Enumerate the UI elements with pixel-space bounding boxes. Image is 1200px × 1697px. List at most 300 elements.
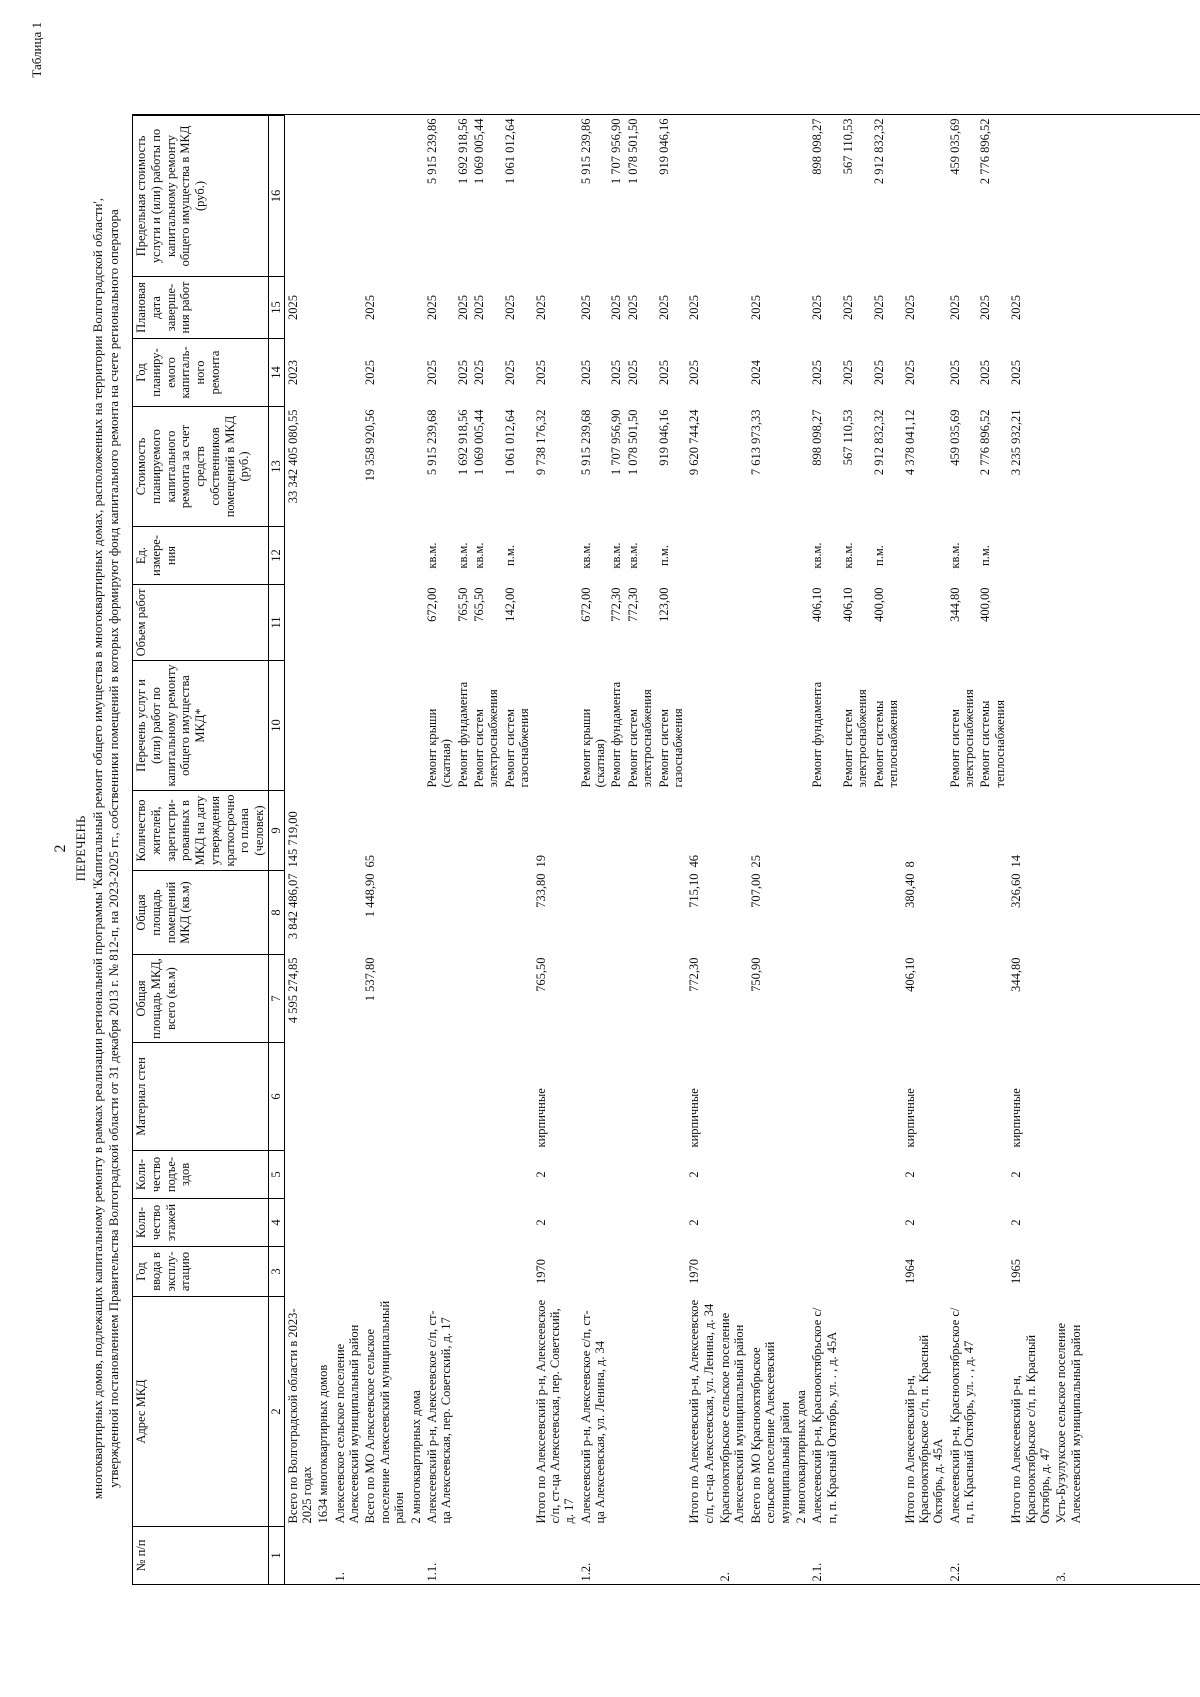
cell-col-5	[332, 1151, 363, 1199]
cell-col-1	[471, 1527, 502, 1585]
cell-col-2: 2 многоквартирных дома	[408, 1390, 423, 1524]
cell-col-7	[977, 955, 1008, 1043]
document-subtitle: многоквартирных домов, подлежащих капитальному ремонту в рамках реализации региональной программы 'Капитальный ремонт общего имущества в многоквартирных домах, расположенных на территории Волгоградской области', утвержденной постановлением Правительства Волгоградской области от 31 декабря 2013 г. № 812-п, на 2023-2025 гг., собственники помещений в которых формируют фонд капитального ремонта на счете регионального оператора	[90, 197, 122, 1500]
cell-col-7	[717, 955, 748, 1043]
cell-col-14	[1053, 339, 1084, 407]
cell-col-11	[902, 585, 947, 661]
cell-col-5: 2	[687, 1171, 702, 1178]
header-row	[133, 116, 269, 1585]
cell-col-3: 1964	[902, 1259, 917, 1284]
cell-col-6	[871, 1043, 902, 1151]
cell-col-12: кв.м.	[609, 542, 624, 569]
cell-col-7	[871, 955, 902, 1043]
cell-col-5	[793, 1151, 809, 1199]
cell-col-9	[809, 791, 840, 871]
cell-col-2: Итого по Алексеевский р-н, Краснооктябрьское с/п, п. Красный Октябрь, д. 47	[1009, 1334, 1052, 1524]
cell-col-12: кв.м.	[472, 542, 486, 569]
cell-col-1	[977, 1527, 1008, 1585]
cell-col-6: кирпичные	[687, 1088, 702, 1148]
header-cell: Стоимость планируемого капитального ремонта за счет средств собственников помещений в МКД (руб.)	[133, 407, 269, 527]
cell-col-2: Алексеевский р-н, Алексеевское с/п, ст-ца Алексеевская, ул. Ленина, д. 34	[578, 1310, 607, 1524]
cell-col-2	[455, 1297, 471, 1527]
cell-col-14: 2023	[285, 360, 300, 385]
cell-col-16	[408, 116, 424, 277]
column-number: 6	[268, 1043, 284, 1151]
cell-col-12	[284, 527, 315, 585]
table-row	[362, 116, 407, 1585]
column-number: 3	[268, 1247, 284, 1297]
cell-col-12: кв.м.	[841, 542, 855, 569]
cell-col-13: 898 098,27	[810, 409, 825, 466]
cell-col-15: 2025	[1009, 295, 1024, 320]
cell-col-16: 2 912 832,32	[871, 118, 886, 185]
cell-col-5	[502, 1151, 533, 1199]
cell-col-16	[533, 116, 578, 277]
cell-col-12	[332, 527, 363, 585]
cell-col-4: 2	[533, 1219, 548, 1226]
cell-col-5	[1053, 1151, 1084, 1199]
cell-col-7	[455, 955, 471, 1043]
cell-col-8	[793, 871, 809, 955]
cell-col-1: 2.1.	[810, 1562, 825, 1582]
cell-col-1	[656, 1527, 687, 1585]
cell-col-8	[625, 871, 656, 955]
cell-col-1	[793, 1527, 809, 1585]
cell-col-12: кв.м.	[424, 542, 439, 569]
cell-col-11: 772,30	[609, 587, 624, 622]
cell-col-9	[871, 791, 902, 871]
cell-col-4	[608, 1199, 624, 1247]
cell-col-4	[408, 1199, 424, 1247]
cell-col-5	[717, 1151, 748, 1199]
table-body	[284, 116, 1084, 1585]
table-row	[840, 116, 871, 1585]
cell-col-7	[332, 955, 363, 1043]
document-title: ПЕРЕЧЕНЬ	[73, 815, 88, 882]
cell-col-14: 2025	[609, 360, 624, 385]
cell-col-15	[717, 277, 748, 339]
cell-col-10: Ремонт системы теплоснабжения	[978, 700, 1007, 788]
header-cell: Объем работ	[133, 585, 269, 661]
cell-col-9: 145 719,00	[285, 811, 300, 868]
cell-col-9	[840, 791, 871, 871]
cell-col-15: 2025	[455, 295, 470, 320]
cell-col-1	[686, 1527, 717, 1585]
cell-col-5	[840, 1151, 871, 1199]
cell-col-12: кв.м.	[625, 542, 640, 569]
cell-col-3	[748, 1247, 793, 1297]
cell-col-1	[362, 1527, 407, 1585]
cell-col-2	[656, 1297, 687, 1527]
cell-col-12	[686, 527, 717, 585]
cell-col-3	[424, 1247, 455, 1297]
table-label: Таблица 1	[29, 22, 44, 78]
cell-col-6	[471, 1043, 502, 1151]
cell-col-14	[332, 339, 363, 407]
cell-col-1	[625, 1527, 656, 1585]
cell-col-8: 707,00	[748, 873, 763, 908]
cell-col-1: 2.2.	[947, 1562, 962, 1582]
table-row	[625, 116, 656, 1585]
cell-col-13	[315, 407, 331, 527]
cell-col-12: п.м.	[871, 545, 886, 566]
column-number: 5	[268, 1151, 284, 1199]
cell-col-11: 406,10	[841, 587, 855, 622]
cell-col-7	[809, 955, 840, 1043]
cell-col-5	[625, 1151, 656, 1199]
cell-col-9	[977, 791, 1008, 871]
cell-col-16	[362, 116, 407, 277]
cell-col-5	[947, 1151, 978, 1199]
cell-col-2: Алексеевское сельское поселение Алексеевский муниципальный район	[332, 1324, 361, 1524]
cell-col-7	[502, 955, 533, 1043]
table-row	[578, 116, 609, 1585]
cell-col-1	[455, 1527, 471, 1585]
cell-col-11: 400,00	[978, 587, 993, 622]
cell-col-7	[840, 955, 871, 1043]
cell-col-10	[1053, 661, 1084, 791]
cell-col-10: Ремонт систем электроснабжения	[625, 689, 655, 788]
cell-col-12: кв.м.	[578, 542, 593, 569]
cell-col-9: 14	[1009, 855, 1024, 868]
cell-col-15: 2025	[871, 295, 886, 320]
cell-col-6	[424, 1043, 455, 1151]
cell-col-4: 2	[1009, 1219, 1024, 1226]
cell-col-4	[748, 1199, 793, 1247]
cell-col-11	[793, 585, 809, 661]
cell-col-16: 1 078 501,50	[625, 118, 640, 185]
cell-col-3	[977, 1247, 1008, 1297]
cell-col-10	[315, 661, 331, 791]
cell-col-13	[717, 407, 748, 527]
cell-col-12: кв.м.	[810, 542, 825, 569]
cell-col-5	[471, 1151, 502, 1199]
cell-col-3	[578, 1247, 609, 1297]
cell-col-7	[793, 955, 809, 1043]
cell-col-7: 750,90	[748, 957, 763, 992]
cell-col-10: Ремонт крыши (скатная)	[578, 708, 607, 788]
cell-col-5	[408, 1151, 424, 1199]
cell-col-3	[947, 1247, 978, 1297]
cell-col-7	[408, 955, 424, 1043]
cell-col-3	[871, 1247, 902, 1297]
cell-col-11	[717, 585, 748, 661]
cell-col-5	[455, 1151, 471, 1199]
cell-col-15	[332, 277, 363, 339]
cell-col-13: 2 912 832,32	[871, 409, 886, 476]
table-row	[977, 116, 1008, 1585]
cell-col-2	[840, 1297, 871, 1527]
cell-col-8	[871, 871, 902, 955]
cell-col-5: 2	[902, 1171, 917, 1178]
header-cell: Плановая дата заверше-ния работ	[133, 277, 269, 339]
cell-col-8: 733,80	[533, 873, 548, 908]
cell-col-16: 459 035,69	[947, 118, 962, 175]
cell-col-7	[1053, 955, 1084, 1043]
cell-col-10: Ремонт систем электроснабжения	[947, 689, 976, 788]
table-row	[1008, 116, 1053, 1585]
cell-col-9: 25	[748, 855, 763, 868]
cell-col-15: 2025	[947, 295, 962, 320]
table-row	[502, 116, 533, 1585]
cell-col-16	[315, 116, 331, 277]
cell-col-1	[840, 1527, 871, 1585]
cell-col-9: 19	[533, 855, 548, 868]
cell-col-15: 2025	[656, 295, 671, 320]
cell-col-7	[578, 955, 609, 1043]
cell-col-13: 5 915 239,68	[578, 409, 593, 476]
cell-col-16: 1 692 918,56	[455, 118, 470, 185]
cell-col-11	[533, 585, 578, 661]
cell-col-8	[947, 871, 978, 955]
cell-col-11: 123,00	[656, 587, 671, 622]
cell-col-6	[977, 1043, 1008, 1151]
cell-col-8	[315, 871, 331, 955]
cell-col-4	[947, 1199, 978, 1247]
cell-col-15: 2025	[748, 295, 763, 320]
cell-col-4	[717, 1199, 748, 1247]
cell-col-15: 2025	[363, 295, 378, 320]
cell-col-8	[656, 871, 687, 955]
cell-col-10	[902, 661, 947, 791]
cell-col-4: 2	[902, 1219, 917, 1226]
cell-col-2	[871, 1297, 902, 1527]
cell-col-6	[840, 1043, 871, 1151]
table-row	[284, 116, 315, 1585]
cell-col-10	[748, 661, 793, 791]
cell-col-16: 5 915 239,86	[578, 118, 593, 185]
column-number: 12	[268, 527, 284, 585]
table-row	[471, 116, 502, 1585]
cell-col-14: 2025	[978, 360, 993, 385]
cell-col-8	[840, 871, 871, 955]
header-cell: Количество жителей, зарегистри-рованных в МКД на дату утверждения краткосрочно го плана (человек)	[133, 791, 269, 871]
column-number: 15	[268, 277, 284, 339]
cell-col-4	[809, 1199, 840, 1247]
cell-col-3	[608, 1247, 624, 1297]
cell-col-5	[284, 1151, 315, 1199]
cell-col-5: 2	[533, 1171, 548, 1178]
cell-col-14: 2025	[363, 360, 378, 385]
cell-col-10: Ремонт систем электроснабжения	[841, 689, 870, 788]
cell-col-9	[1053, 791, 1084, 871]
cell-col-16	[902, 116, 947, 277]
cell-col-9: 65	[363, 855, 378, 868]
cell-col-15: 2025	[609, 295, 624, 320]
cell-col-14: 2025	[502, 360, 517, 385]
header-cell: Общая площадь МКД, всего (кв.м)	[133, 955, 269, 1043]
cell-col-14: 2025	[841, 360, 855, 385]
cell-col-13: 1 061 012,64	[502, 409, 517, 476]
cell-col-8	[502, 871, 533, 955]
cell-col-2: Итого по Алексеевский р-н, Алексеевское с/п, ст-ца Алексеевская, пер. Советский, д. 17	[533, 1299, 577, 1524]
cell-col-8	[424, 871, 455, 955]
cell-col-12: п.м.	[978, 545, 993, 566]
cell-col-3	[717, 1247, 748, 1297]
cell-col-1	[1008, 1527, 1053, 1585]
table-row	[947, 116, 978, 1585]
cell-col-2: Итого по Алексеевский р-н, Алексеевское с/п, ст-ца Алексеевская, ул. Ленина, д. 34	[687, 1299, 716, 1524]
cell-col-14	[315, 339, 331, 407]
cell-col-3	[332, 1247, 363, 1297]
cell-col-15: 2025	[285, 295, 300, 320]
cell-col-1: 3.	[1054, 1572, 1069, 1582]
cell-col-14: 2025	[810, 360, 825, 385]
cell-col-1	[871, 1527, 902, 1585]
cell-col-3	[502, 1247, 533, 1297]
header-cell: Коли-чество подъе-здов	[133, 1151, 269, 1199]
cell-col-7	[424, 955, 455, 1043]
cell-col-6: кирпичные	[1009, 1088, 1024, 1148]
cell-col-11: 772,30	[625, 587, 640, 622]
cell-col-7: 765,50	[533, 957, 548, 992]
cell-col-15	[793, 277, 809, 339]
table-row	[315, 116, 331, 1585]
cell-col-14: 2025	[687, 360, 702, 385]
cell-col-14: 2024	[748, 360, 763, 385]
cell-col-6	[608, 1043, 624, 1151]
cell-col-5	[315, 1151, 331, 1199]
cell-col-10	[284, 661, 315, 791]
cell-col-16	[1008, 116, 1053, 277]
cell-col-4	[332, 1199, 363, 1247]
cell-col-13: 1 692 918,56	[455, 409, 470, 476]
cell-col-4	[578, 1199, 609, 1247]
cell-col-5	[748, 1151, 793, 1199]
table-row	[902, 116, 947, 1585]
cell-col-14	[408, 339, 424, 407]
cell-col-6	[717, 1043, 748, 1151]
cell-col-1	[608, 1527, 624, 1585]
cell-col-13: 7 613 973,33	[748, 409, 763, 476]
cell-col-13: 2 776 896,52	[978, 409, 993, 476]
cell-col-12	[1053, 527, 1084, 585]
cell-col-4	[977, 1199, 1008, 1247]
column-number: 13	[268, 407, 284, 527]
cell-col-16: 919 046,16	[656, 118, 671, 175]
cell-col-10	[717, 661, 748, 791]
cell-col-15: 2025	[472, 295, 486, 320]
cell-col-4	[284, 1199, 315, 1247]
cell-col-10	[332, 661, 363, 791]
cell-col-9	[471, 791, 502, 871]
cell-col-5	[362, 1151, 407, 1199]
cell-col-16: 1 069 005,44	[472, 118, 486, 185]
cell-col-10: Ремонт фундамента	[810, 681, 825, 788]
cell-col-7	[608, 955, 624, 1043]
cell-col-3: 1970	[533, 1259, 548, 1284]
cell-col-15: 2025	[978, 295, 993, 320]
cell-col-1	[533, 1527, 578, 1585]
cell-col-3	[809, 1247, 840, 1297]
cell-col-13: 9 738 176,32	[533, 409, 548, 476]
cell-col-13: 1 069 005,44	[472, 409, 486, 476]
cell-col-6	[502, 1043, 533, 1151]
cell-col-13	[408, 407, 424, 527]
cell-col-16	[748, 116, 793, 277]
cell-col-15: 2025	[578, 295, 593, 320]
cell-col-7: 344,80	[1009, 957, 1024, 992]
cell-col-4	[502, 1199, 533, 1247]
cell-col-12: п.м.	[656, 545, 671, 566]
cell-col-8: 326,60	[1009, 873, 1024, 908]
cell-col-11: 672,00	[424, 587, 439, 622]
table-row	[455, 116, 471, 1585]
cell-col-13: 19 358 920,56	[363, 409, 378, 482]
cell-col-7: 772,30	[687, 957, 702, 992]
cell-col-10	[793, 661, 809, 791]
cell-col-2: Алексеевский р-н, Краснооктябрьское с/п, п. Красный Октябрь, ул. . , д. 47	[947, 1307, 976, 1524]
cell-col-11	[1008, 585, 1053, 661]
cell-col-12	[1008, 527, 1053, 585]
cell-col-3	[656, 1247, 687, 1297]
cell-col-13: 3 235 932,21	[1009, 409, 1024, 476]
cell-col-2: Алексеевский р-н, Краснооктябрьское с/п, п. Красный Октябрь, ул. . , д. 45А	[810, 1307, 839, 1524]
cell-col-4	[1053, 1199, 1084, 1247]
cell-col-15: 2025	[424, 295, 439, 320]
table-row	[717, 116, 748, 1585]
cell-col-5	[656, 1151, 687, 1199]
cell-col-13: 5 915 239,68	[424, 409, 439, 476]
cell-col-14: 2025	[625, 360, 640, 385]
cell-col-2	[502, 1297, 533, 1527]
cell-col-10	[408, 661, 424, 791]
cell-col-11	[1053, 585, 1084, 661]
cell-col-11: 344,80	[947, 587, 962, 622]
cell-col-3	[408, 1247, 424, 1297]
cell-col-2	[625, 1297, 656, 1527]
cell-col-13: 4 378 041,12	[902, 409, 917, 476]
cell-col-6	[578, 1043, 609, 1151]
cell-col-8: 1 448,90	[363, 873, 378, 918]
cell-col-14: 2025	[578, 360, 593, 385]
cell-col-11: 765,50	[472, 587, 486, 622]
cell-col-13: 1 707 956,90	[609, 409, 624, 476]
cell-col-9	[793, 791, 809, 871]
cell-col-1	[902, 1527, 947, 1585]
cell-col-10: Ремонт систем газоснабжения	[502, 708, 532, 788]
cell-col-6	[284, 1043, 315, 1151]
header-cell: Перечень услуг и (или) работ по капитальному ремонту общего имущества МКД*	[133, 661, 269, 791]
cell-col-4	[362, 1199, 407, 1247]
cell-col-11: 406,10	[810, 587, 825, 622]
cell-col-6	[625, 1043, 656, 1151]
cell-col-7: 1 537,80	[363, 957, 378, 1002]
cell-col-15	[1053, 277, 1084, 339]
cell-col-13: 1 078 501,50	[625, 409, 640, 476]
cell-col-10: Ремонт систем электроснабжения	[472, 689, 501, 788]
cell-col-8	[717, 871, 748, 955]
cell-col-9: 46	[687, 855, 702, 868]
cell-col-7	[656, 955, 687, 1043]
cell-col-8: 715,10	[687, 873, 702, 908]
cell-col-4	[315, 1199, 331, 1247]
cell-col-4	[871, 1199, 902, 1247]
column-number-row	[268, 116, 284, 1585]
cell-col-6	[332, 1043, 363, 1151]
cell-col-8	[455, 871, 471, 955]
cell-col-6: кирпичные	[533, 1088, 548, 1148]
cell-col-10: Ремонт фундамента	[455, 681, 470, 788]
cell-col-14: 2025	[1009, 360, 1024, 385]
column-number: 16	[268, 116, 284, 277]
cell-col-8	[408, 871, 424, 955]
cell-col-11	[748, 585, 793, 661]
table-row	[408, 116, 424, 1585]
cell-col-1	[315, 1527, 331, 1585]
cell-col-4	[455, 1199, 471, 1247]
table-row	[424, 116, 455, 1585]
